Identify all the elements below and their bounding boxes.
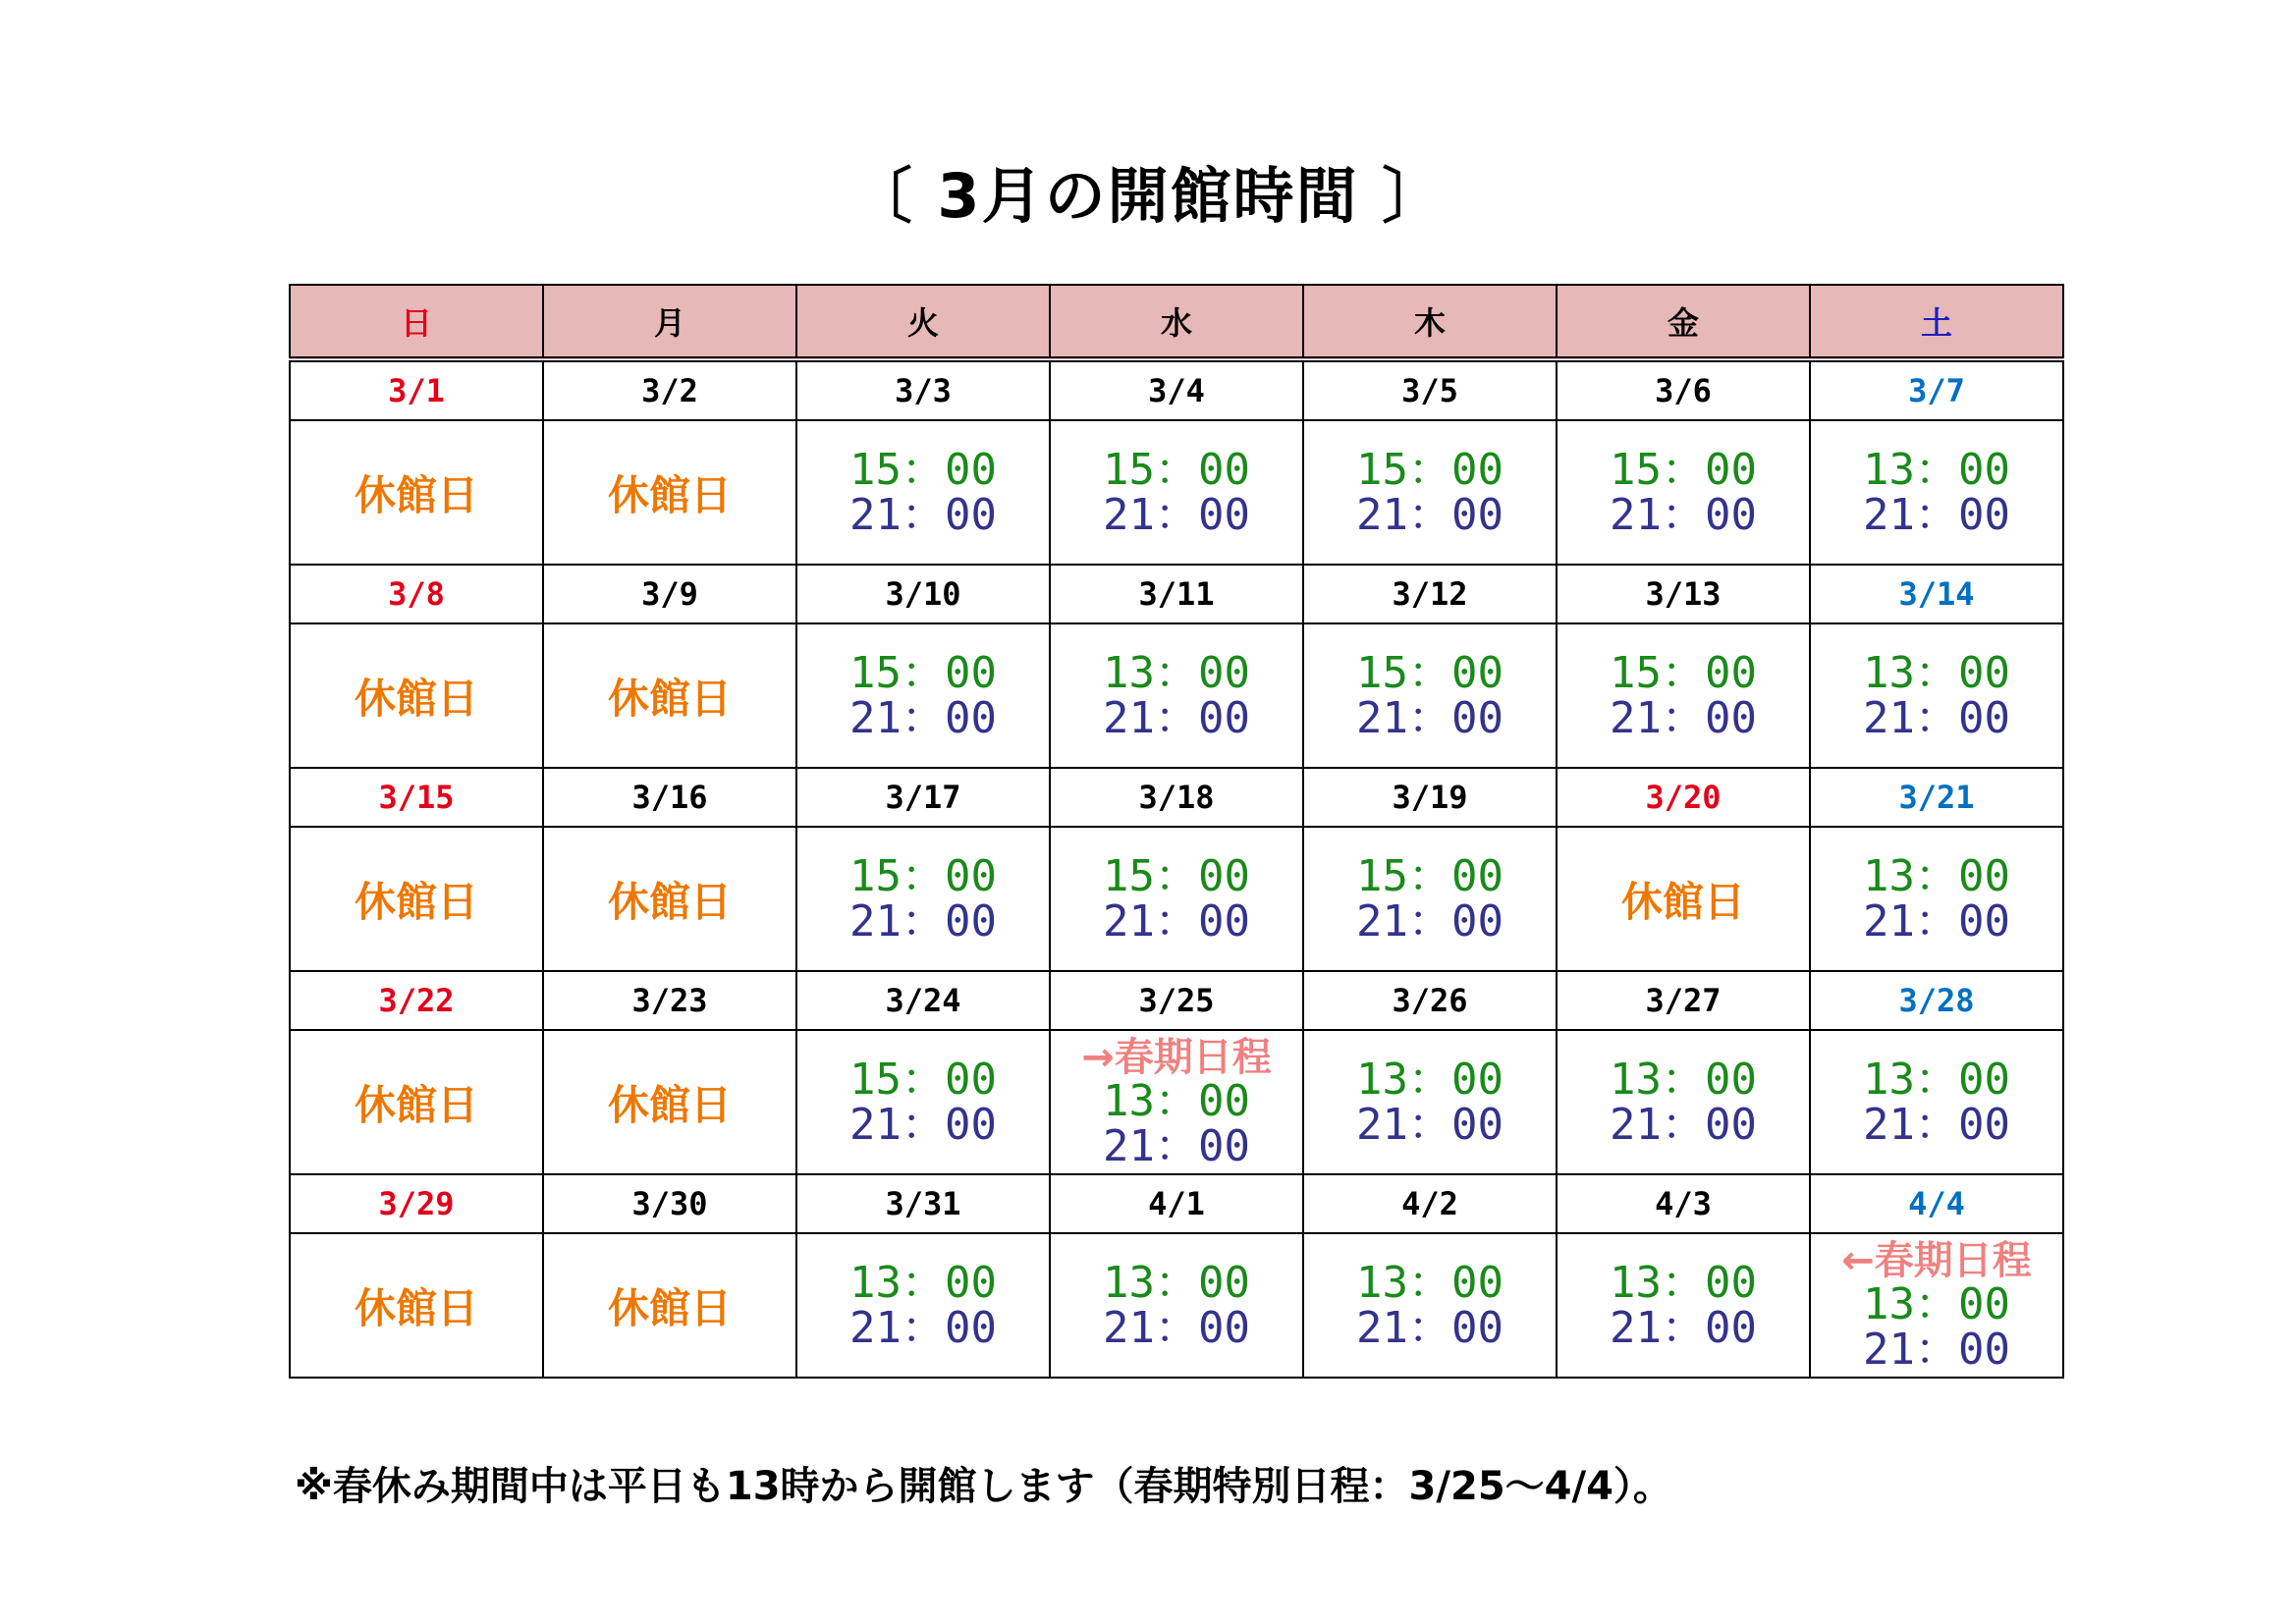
closed-label: 休館日: [354, 674, 478, 723]
date-cell: 3/20: [1557, 768, 1810, 827]
close-time: 21：00: [1103, 895, 1250, 947]
open-time: 13：00: [1863, 1278, 2010, 1329]
open-time: 15：00: [1610, 647, 1757, 698]
weekday-header-cell: 日: [290, 285, 543, 359]
date-cell: 4/3: [1557, 1174, 1810, 1233]
close-time: 21：00: [1863, 692, 2010, 743]
close-time: 21：00: [1610, 1099, 1757, 1150]
hours-cell: [796, 623, 1050, 768]
date-cell: 3/10: [796, 565, 1050, 623]
hours-cell: [796, 1233, 1050, 1378]
date-cell: 3/29: [290, 1174, 543, 1233]
date-cell: 3/16: [543, 768, 796, 827]
opening-hours-calendar: [289, 284, 2064, 1379]
date-cell: 3/28: [1810, 971, 2063, 1030]
close-time: 21：00: [1103, 692, 1250, 743]
date-cell: 3/8: [290, 565, 543, 623]
close-time: 21：00: [1103, 489, 1250, 540]
open-time: 15：00: [849, 1054, 997, 1105]
hours-cell: [290, 827, 543, 971]
date-cell: 4/1: [1050, 1174, 1303, 1233]
date-cell: 3/1: [290, 359, 543, 420]
hours-cell: [543, 623, 796, 768]
date-cell: 3/18: [1050, 768, 1303, 827]
date-cell: 3/13: [1557, 565, 1810, 623]
date-cell: 4/4: [1810, 1174, 2063, 1233]
open-time: 13：00: [1103, 647, 1250, 698]
open-time: 13：00: [1863, 444, 2010, 495]
hours-cell: [1810, 827, 2063, 971]
closed-label: 休館日: [607, 1080, 732, 1129]
date-cell: 3/27: [1557, 971, 1810, 1030]
weekday-header-cell: 木: [1303, 285, 1557, 359]
date-cell: 3/11: [1050, 565, 1303, 623]
date-cell: 3/6: [1557, 359, 1810, 420]
hours-cell: [1303, 623, 1557, 768]
close-time: 21：00: [849, 1099, 997, 1150]
hours-cell: [1557, 827, 1810, 971]
hours-cell: [1303, 827, 1557, 971]
closed-label: 休館日: [354, 1283, 478, 1332]
footnote: ※春休み期間中は平日も13時から開館します（春期特別日程：3/25～4/4）。: [295, 1464, 1672, 1509]
closed-label: 休館日: [607, 470, 732, 519]
closed-label: 休館日: [607, 1283, 732, 1332]
open-time: 15：00: [849, 647, 997, 698]
open-time: 15：00: [1103, 850, 1250, 901]
hours-cell: [1810, 623, 2063, 768]
weekday-header-cell: 水: [1050, 285, 1303, 359]
hours-cell: [543, 1233, 796, 1378]
date-cell: 3/2: [543, 359, 796, 420]
date-cell: 3/4: [1050, 359, 1303, 420]
close-time: 21：00: [1356, 1099, 1503, 1150]
open-time: 13：00: [1610, 1054, 1757, 1105]
hours-cell: [1303, 1233, 1557, 1378]
hours-cell: [1303, 1030, 1557, 1174]
weekday-header-cell: 月: [543, 285, 796, 359]
weekday-header-cell: 火: [796, 285, 1050, 359]
close-time: 21：00: [1610, 692, 1757, 743]
open-time: 13：00: [1103, 1257, 1250, 1308]
date-cell: 3/31: [796, 1174, 1050, 1233]
open-time: 13：00: [1610, 1257, 1757, 1308]
close-time: 21：00: [849, 895, 997, 947]
hours-row: [290, 1030, 2063, 1174]
closed-label: 休館日: [354, 470, 478, 519]
close-time: 21：00: [1863, 489, 2010, 540]
hours-cell: [1050, 1233, 1303, 1378]
date-row: [290, 768, 2063, 827]
open-time: 15：00: [1356, 444, 1503, 495]
open-time: 15：00: [1356, 850, 1503, 901]
date-cell: 3/15: [290, 768, 543, 827]
open-time: 13：00: [1103, 1075, 1250, 1126]
hours-cell: [1050, 420, 1303, 565]
date-cell: 3/22: [290, 971, 543, 1030]
hours-row: [290, 623, 2063, 768]
open-time: 15：00: [849, 850, 997, 901]
close-time: 21：00: [1103, 1302, 1250, 1353]
date-cell: 3/19: [1303, 768, 1557, 827]
open-time: 13：00: [1863, 1054, 2010, 1105]
closed-label: 休館日: [354, 1080, 478, 1129]
closed-label: 休館日: [354, 877, 478, 926]
open-time: 13：00: [849, 1257, 997, 1308]
date-row: [290, 1174, 2063, 1233]
close-time: 21：00: [1863, 1324, 2010, 1375]
weekday-header-row: [290, 285, 2063, 359]
hours-cell: [543, 1030, 796, 1174]
hours-cell: [1050, 623, 1303, 768]
open-time: 15：00: [1103, 444, 1250, 495]
hours-cell: [796, 420, 1050, 565]
closed-label: 休館日: [607, 674, 732, 723]
date-cell: 3/5: [1303, 359, 1557, 420]
hours-cell: [290, 420, 543, 565]
open-time: 15：00: [849, 444, 997, 495]
date-cell: 3/21: [1810, 768, 2063, 827]
date-cell: 3/3: [796, 359, 1050, 420]
date-cell: 3/23: [543, 971, 796, 1030]
date-cell: 3/26: [1303, 971, 1557, 1030]
hours-cell: [796, 1030, 1050, 1174]
date-cell: 3/14: [1810, 565, 2063, 623]
hours-cell: [290, 623, 543, 768]
closed-label: 休館日: [607, 877, 732, 926]
date-cell: 3/25: [1050, 971, 1303, 1030]
hours-cell: [796, 827, 1050, 971]
hours-cell: [1050, 827, 1303, 971]
close-time: 21：00: [1103, 1120, 1250, 1171]
close-time: 21：00: [1356, 895, 1503, 947]
date-cell: 3/12: [1303, 565, 1557, 623]
open-time: 13：00: [1356, 1054, 1503, 1105]
close-time: 21：00: [1356, 1302, 1503, 1353]
date-cell: 3/30: [543, 1174, 796, 1233]
hours-cell: [1557, 420, 1810, 565]
weekday-header-cell: 金: [1557, 285, 1810, 359]
spring-schedule-note: ←春期日程: [1841, 1237, 2032, 1283]
hours-cell: [1557, 623, 1810, 768]
close-time: 21：00: [849, 489, 997, 540]
hours-cell: [1810, 420, 2063, 565]
hours-cell: [1810, 1030, 2063, 1174]
close-time: 21：00: [1610, 1302, 1757, 1353]
open-time: 15：00: [1356, 647, 1503, 698]
weekday-header-cell: 土: [1810, 285, 2063, 359]
close-time: 21：00: [1863, 895, 2010, 947]
date-cell: 3/9: [543, 565, 796, 623]
open-time: 13：00: [1863, 850, 2010, 901]
close-time: 21：00: [1356, 692, 1503, 743]
open-time: 15：00: [1610, 444, 1757, 495]
close-time: 21：00: [849, 692, 997, 743]
open-time: 13：00: [1356, 1257, 1503, 1308]
close-time: 21：00: [1863, 1099, 2010, 1150]
date-cell: 3/17: [796, 768, 1050, 827]
closed-label: 休館日: [1620, 877, 1745, 926]
hours-cell: [1303, 420, 1557, 565]
date-cell: 3/7: [1810, 359, 2063, 420]
date-row: [290, 359, 2063, 420]
hours-cell: [1810, 1233, 2063, 1378]
close-time: 21：00: [1610, 489, 1757, 540]
date-cell: 4/2: [1303, 1174, 1557, 1233]
hours-cell: [290, 1233, 543, 1378]
hours-cell: [290, 1030, 543, 1174]
hours-cell: [543, 827, 796, 971]
hours-cell: [1557, 1030, 1810, 1174]
hours-cell: [1557, 1233, 1810, 1378]
hours-row: [290, 1233, 2063, 1378]
close-time: 21：00: [849, 1302, 997, 1353]
date-cell: 3/24: [796, 971, 1050, 1030]
hours-cell: [543, 420, 796, 565]
close-time: 21：00: [1356, 489, 1503, 540]
spring-schedule-note: →春期日程: [1081, 1034, 1272, 1080]
hours-row: [290, 827, 2063, 971]
hours-row: [290, 420, 2063, 565]
open-time: 13：00: [1863, 647, 2010, 698]
calendar-body: [290, 359, 2063, 1378]
date-row: [290, 565, 2063, 623]
page-title: 〔 3月の開館時間 〕: [850, 160, 1446, 232]
date-row: [290, 971, 2063, 1030]
hours-cell: [1050, 1030, 1303, 1174]
